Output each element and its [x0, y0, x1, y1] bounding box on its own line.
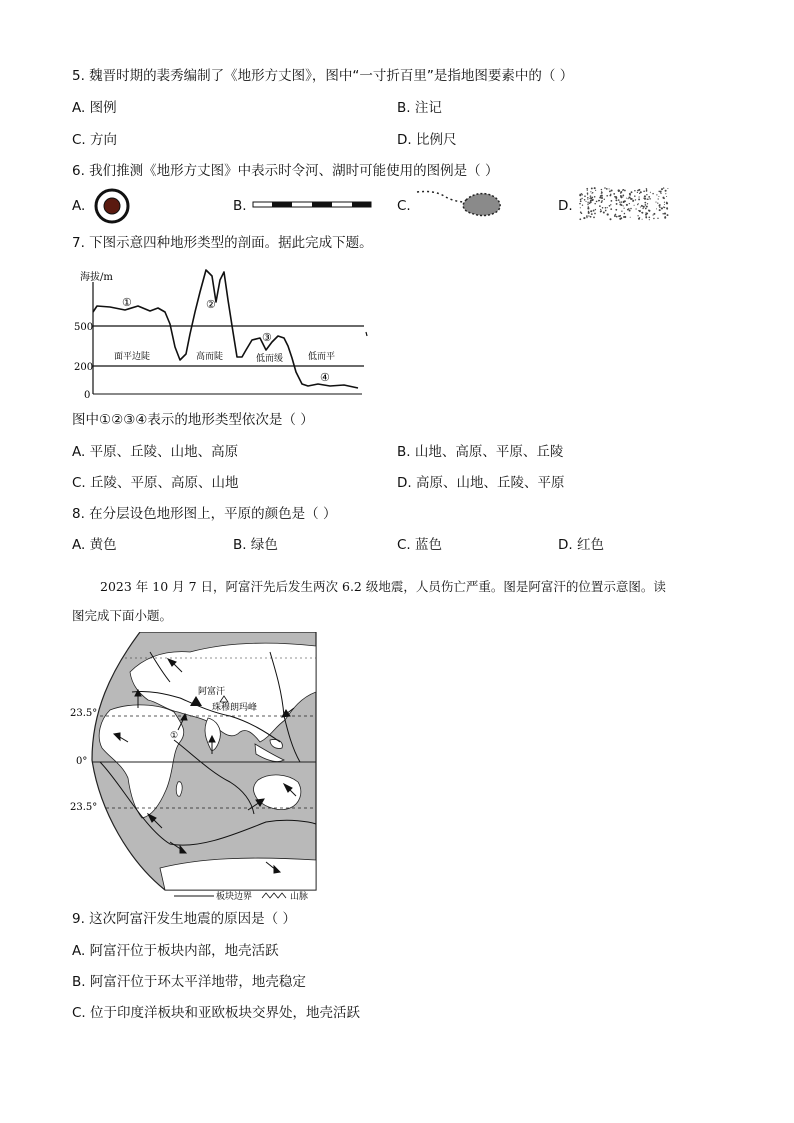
profile-tick-0: 0	[84, 390, 91, 401]
profile-marker-3: ③	[262, 331, 272, 344]
map-lat-label-equator: 0°	[76, 756, 88, 767]
q6-stem: 6. 我们推测《地形方丈图》中表示时令河、湖时可能使用的图例是（ ）	[72, 163, 499, 179]
terrain-profile-figure	[70, 262, 380, 402]
profile-zone-label-1: 面平边陡	[114, 352, 151, 362]
q6-option-d: D.	[558, 198, 573, 214]
q7-option-a: A. 平原、丘陵、山地、高原	[72, 444, 239, 460]
stippled-area-symbol-icon	[578, 186, 670, 222]
profile-zone-label-2: 高而陡	[196, 352, 224, 362]
q7-option-d: D. 高原、山地、丘陵、平原	[397, 475, 565, 491]
intro-line-2: 图完成下面小题。	[72, 608, 173, 623]
q8-option-a: A. 黄色	[72, 537, 117, 553]
map-label-everest: 珠穆朗玛峰	[212, 703, 258, 713]
q7-option-c: C. 丘陵、平原、高原、山地	[72, 475, 239, 491]
concentric-circle-symbol-icon	[92, 188, 132, 224]
q7-option-b: B. 山地、高原、平原、丘陵	[397, 444, 564, 460]
q7-sub-stem: 图中①②③④表示的地形类型依次是（ ）	[72, 412, 314, 428]
map-label-afghanistan: 阿富汗	[198, 687, 226, 697]
q5-option-a: A. 图例	[72, 100, 117, 116]
profile-marker-2: ②	[206, 298, 216, 311]
map-lat-label-south: 23.5°	[70, 802, 98, 813]
q7-stem: 7. 下图示意四种地形类型的剖面。据此完成下题。	[72, 235, 373, 251]
profile-zone-label-3: 低而缓	[256, 354, 284, 364]
afghanistan-location-map	[70, 632, 320, 904]
q9-stem: 9. 这次阿富汗发生地震的原因是（ ）	[72, 911, 296, 927]
q6-option-c: C.	[397, 198, 411, 214]
intro-line-1: 2023 年 10 月 7 日，阿富汗先后发生两次 6.2 级地震，人员伤亡严重。图是阿富汗的位置示意图。读	[100, 579, 666, 594]
dotted-river-lake-symbol-icon	[414, 186, 504, 222]
q6-option-a: A.	[72, 198, 86, 214]
q9-option-c: C. 位于印度洋板块和亚欧板块交界处，地壳活跃	[72, 1005, 361, 1021]
q5-option-d: D. 比例尺	[397, 132, 457, 148]
q5-stem: 5. 魏晋时期的裴秀编制了《地形方丈图》，图中“一寸折百里”是指地图要素中的（ ）	[72, 68, 574, 84]
mountain-legend-icon	[262, 893, 286, 898]
map-legend-plate-boundary: 板块边界	[216, 892, 253, 902]
map-lat-label-north: 23.5°	[70, 708, 98, 719]
q8-option-b: B. 绿色	[233, 537, 278, 553]
q9-option-b: B. 阿富汗位于环太平洋地带，地壳稳定	[72, 974, 306, 990]
q8-option-c: C. 蓝色	[397, 537, 443, 553]
profile-y-axis-label: 海拔/m	[80, 272, 113, 283]
q9-option-a: A. 阿富汗位于板块内部，地壳活跃	[72, 943, 279, 959]
q6-option-b: B.	[233, 198, 247, 214]
q8-stem: 8. 在分层设色地形图上，平原的颜色是（ ）	[72, 506, 337, 522]
profile-tick-200: 200	[74, 362, 94, 373]
profile-tick-500: 500	[74, 322, 94, 333]
map-marker-1: ①	[170, 731, 179, 741]
profile-marker-1: ①	[122, 296, 132, 309]
profile-zone-label-4: 低而平	[308, 352, 336, 362]
q5-option-c: C. 方向	[72, 132, 118, 148]
q8-option-d: D. 红色	[558, 537, 604, 553]
q5-option-b: B. 注记	[397, 100, 442, 116]
profile-marker-4: ④	[320, 371, 330, 384]
map-legend-mountain: 山脉	[290, 892, 309, 902]
dashed-bar-symbol-icon	[252, 199, 374, 211]
